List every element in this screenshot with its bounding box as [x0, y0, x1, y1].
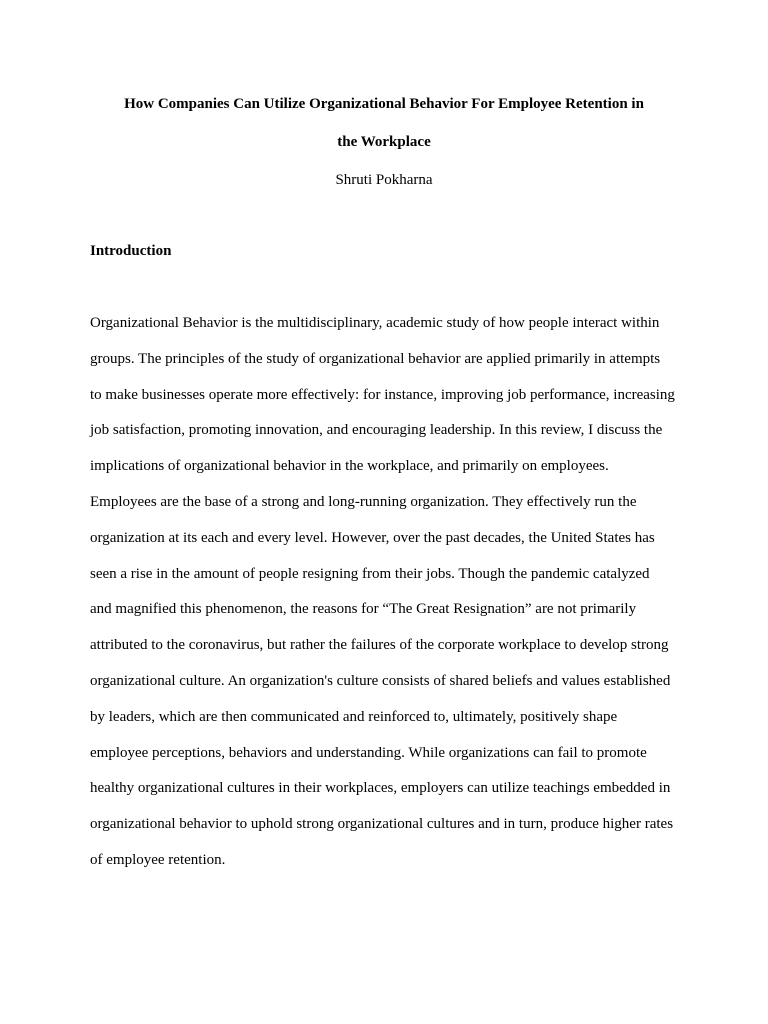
body-line: organizational culture. An organization's culture consists of shared beliefs and values established — [90, 672, 671, 689]
body-line: implications of organizational behavior in the workplace, and primarily on employees. — [90, 458, 609, 475]
body-line: organizational behavior to uphold strong organizational cultures and in turn, produce higher rates — [90, 816, 674, 833]
body-paragraph — [90, 313, 690, 886]
body-line: to make businesses operate more effectively: for instance, improving job performance, increasing — [90, 386, 675, 403]
body-line: groups. The principles of the study of organizational behavior are applied primarily in attempts — [90, 350, 661, 367]
body-line: job satisfaction, promoting innovation, and encouraging leadership. In this review, I discuss the — [90, 422, 663, 439]
body-line: by leaders, which are then communicated and reinforced to, ultimately, positively shape — [90, 708, 618, 725]
body-line: attributed to the coronavirus, but rather the failures of the corporate workplace to develop strong — [90, 637, 669, 654]
body-line: and magnified this phenomenon, the reasons for “The Great Resignation” are not primarily — [90, 601, 637, 618]
body-line: Employees are the base of a strong and long-running organization. They effectively run the — [90, 493, 637, 510]
body-line: of employee retention. — [90, 851, 226, 868]
body-line: employee perceptions, behaviors and understanding. While organizations can fail to promote — [90, 744, 647, 761]
title-line-1: How Companies Can Utilize Organizational Behavior For Employee Retention in — [124, 96, 644, 112]
body-line: Organizational Behavior is the multidisciplinary, academic study of how people interact within — [90, 315, 660, 331]
body-line: seen a rise in the amount of people resigning from their jobs. Though the pandemic catalyzed — [90, 565, 650, 582]
section-heading: Introduction — [90, 243, 172, 259]
title-line-2: the Workplace — [337, 134, 431, 150]
body-line: healthy organizational cultures in their workplaces, employers can utilize teachings embedded in — [90, 780, 671, 797]
body-line: organization at its each and every level. However, over the past decades, the United States has — [90, 529, 655, 546]
author-name: Shruti Pokharna — [335, 172, 433, 188]
